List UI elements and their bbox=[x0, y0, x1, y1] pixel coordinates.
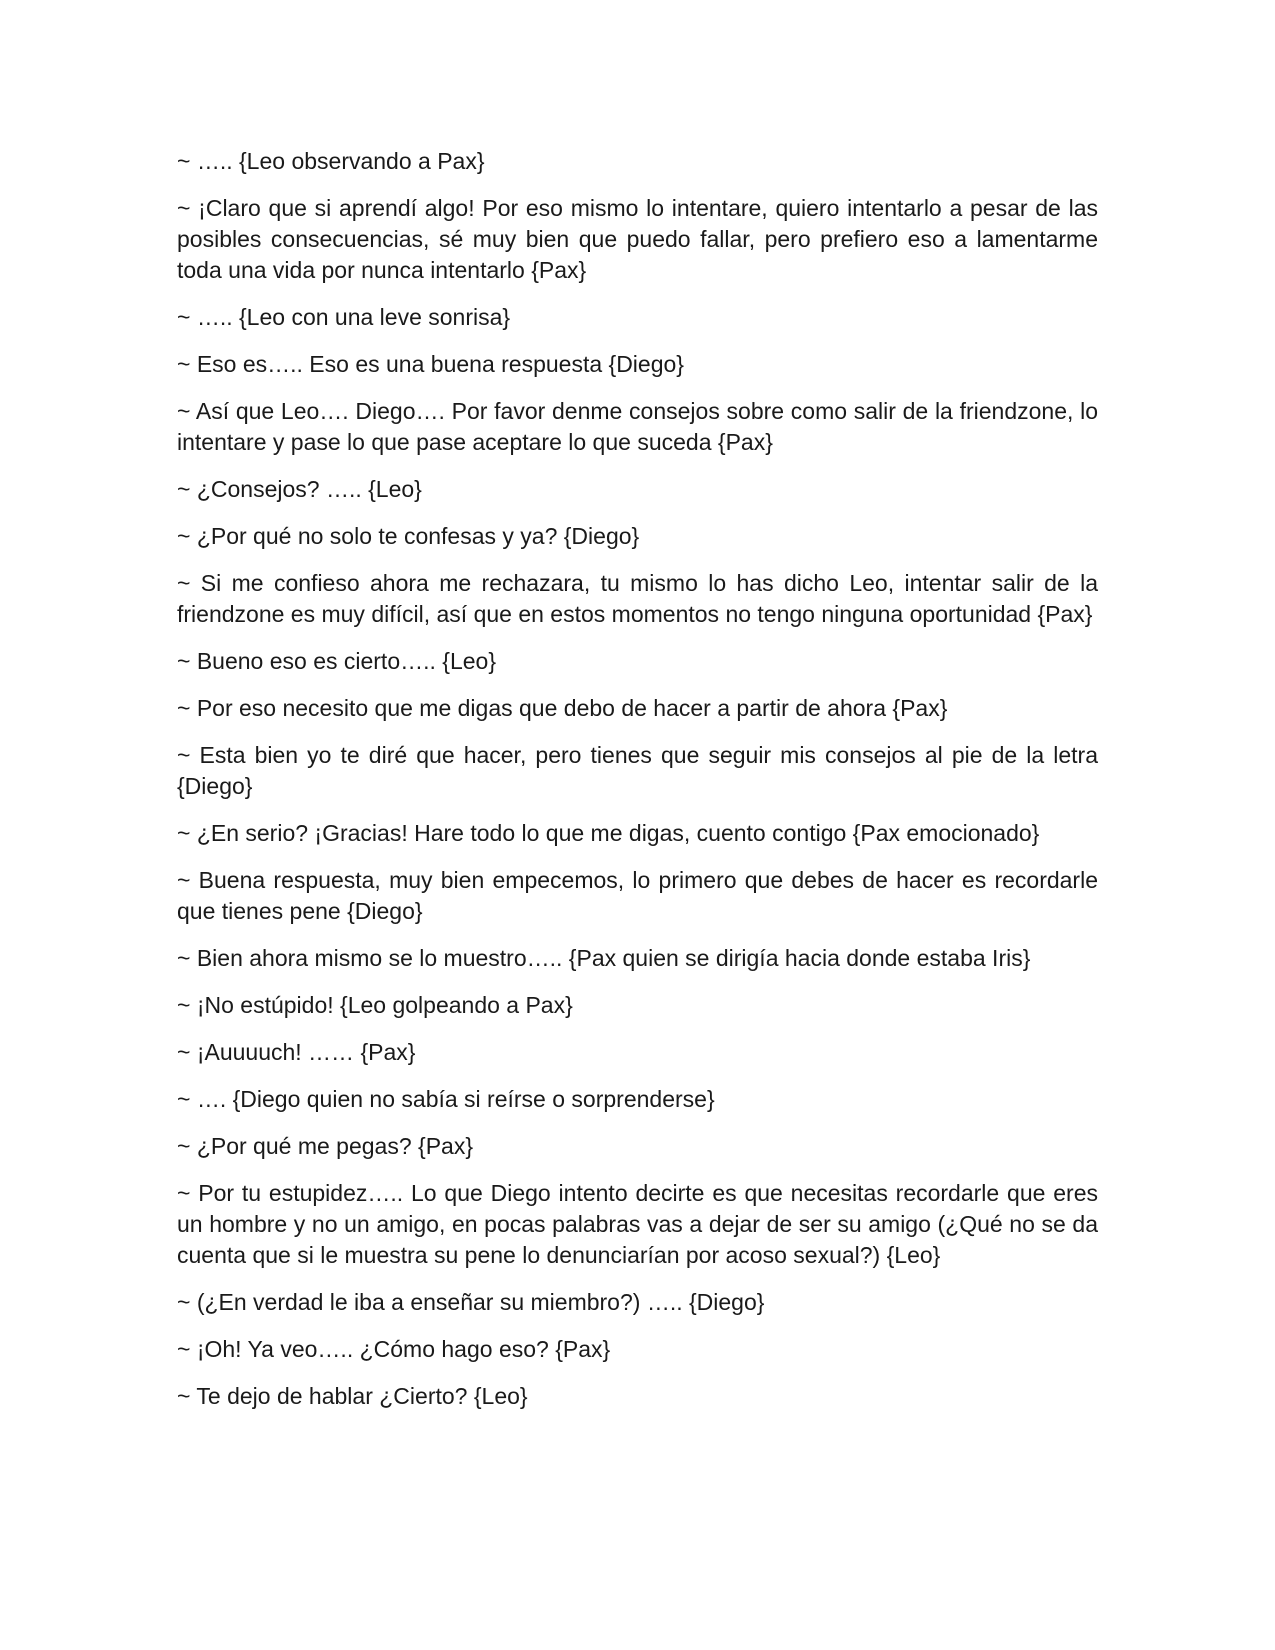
dialogue-line: ~ ….. {Leo observando a Pax} bbox=[177, 148, 485, 174]
dialogue-line: ~ ¡No estúpido! {Leo golpeando a Pax} bbox=[177, 992, 573, 1018]
dialogue-line: ~ ¡Oh! Ya veo….. ¿Cómo hago eso? {Pax} bbox=[177, 1336, 611, 1362]
dialogue-line: ~ (¿En verdad le iba a enseñar su miembro?) ….. {Diego} bbox=[177, 1289, 765, 1315]
dialogue-line: ~ ¡Claro que si aprendí algo! Por eso mismo lo intentare, quiero intentarlo a pesar de las posibles consecuencias, sé muy bien que puedo fallar, pero prefiero eso a lamentarme toda una vida por nunca intentarlo {Pax} bbox=[177, 195, 1098, 283]
dialogue-line: ~ Te dejo de hablar ¿Cierto? {Leo} bbox=[177, 1383, 528, 1409]
dialogue-line: ~ ¿Por qué no solo te confesas y ya? {Diego} bbox=[177, 523, 640, 549]
dialogue-line: ~ ¿Consejos? ….. {Leo} bbox=[177, 476, 422, 502]
dialogue-line: ~ Si me confieso ahora me rechazara, tu mismo lo has dicho Leo, intentar salir de la friendzone es muy difícil, así que en estos momentos no tengo ninguna oportunidad {Pax} bbox=[177, 570, 1098, 627]
dialogue-line: ~ Por tu estupidez….. Lo que Diego intento decirte es que necesitas recordarle que eres un hombre y no un amigo, en pocas palabras vas a dejar de ser su amigo (¿Qué no se da cuenta que si le muestra su pene lo denunciarían por acoso sexual?) {Leo} bbox=[177, 1180, 1098, 1268]
dialogue-line: ~ Esta bien yo te diré que hacer, pero tienes que seguir mis consejos al pie de la letra {Diego} bbox=[177, 742, 1098, 799]
dialogue-line: ~ Bueno eso es cierto….. {Leo} bbox=[177, 648, 497, 674]
dialogue-line: ~ Así que Leo…. Diego…. Por favor denme consejos sobre como salir de la friendzone, lo intentare y pase lo que pase aceptare lo que suceda {Pax} bbox=[177, 398, 1098, 455]
dialogue-line: ~ Por eso necesito que me digas que debo de hacer a partir de ahora {Pax} bbox=[177, 695, 948, 721]
dialogue-line: ~ Bien ahora mismo se lo muestro….. {Pax quien se dirigía hacia donde estaba Iris} bbox=[177, 945, 1031, 971]
dialogue-line: ~ ¡Auuuuch! …… {Pax} bbox=[177, 1039, 416, 1065]
dialogue-line: ~ ¿En serio? ¡Gracias! Hare todo lo que me digas, cuento contigo {Pax emocionado} bbox=[177, 820, 1040, 846]
dialogue-line: ~ …. {Diego quien no sabía si reírse o sorprenderse} bbox=[177, 1086, 715, 1112]
dialogue-line: ~ Eso es….. Eso es una buena respuesta {Diego} bbox=[177, 351, 684, 377]
dialogue-line: ~ Buena respuesta, muy bien empecemos, lo primero que debes de hacer es recordarle que tienes pene {Diego} bbox=[177, 867, 1098, 924]
dialogue-line: ~ ¿Por qué me pegas? {Pax} bbox=[177, 1133, 474, 1159]
dialogue-text bbox=[177, 146, 1098, 1428]
dialogue-line: ~ ….. {Leo con una leve sonrisa} bbox=[177, 304, 511, 330]
